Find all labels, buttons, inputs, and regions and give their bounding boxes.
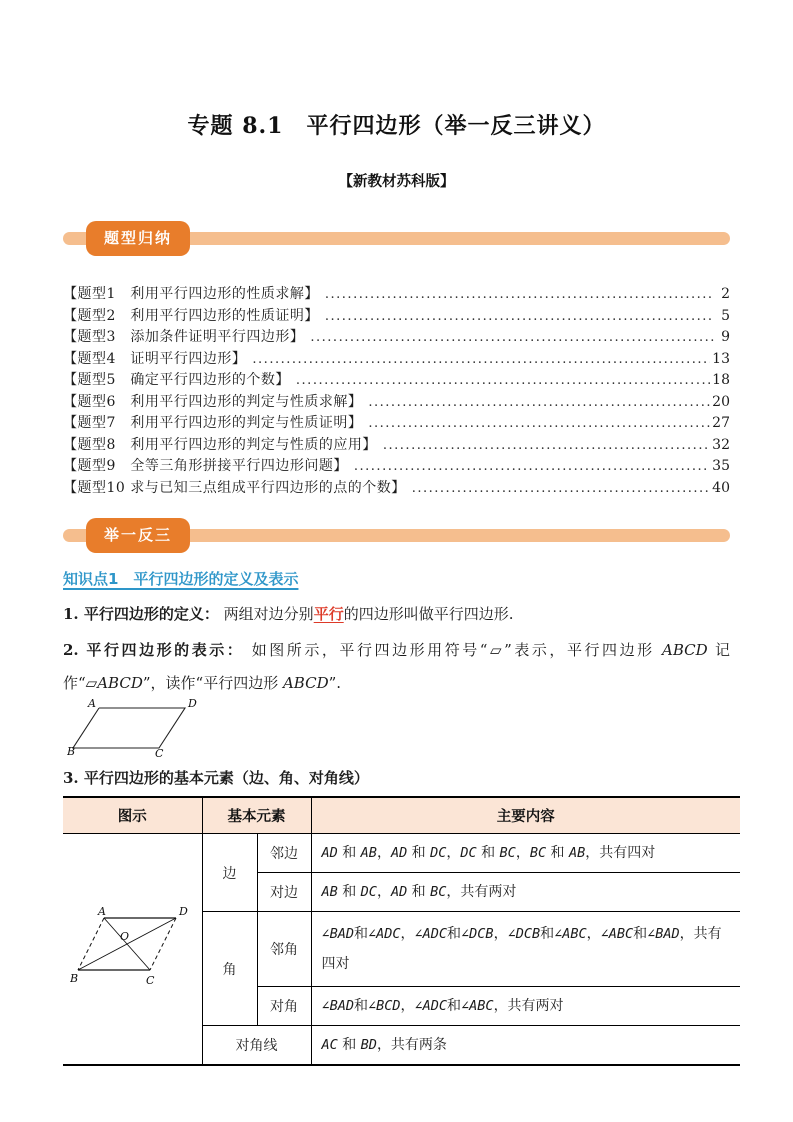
content-adjacent-sides: AD 和 AB，AD 和 DC，DC 和 BC，BC 和 AB，共有四对 bbox=[311, 834, 740, 873]
content-opposite-angles: ∠BAD和∠BCD，∠ADC和∠ABC，共有两对 bbox=[311, 987, 740, 1026]
toc-entry[interactable] bbox=[63, 412, 730, 434]
toc-entry[interactable] bbox=[63, 283, 730, 305]
header-figure: 图示 bbox=[63, 797, 202, 834]
toc-entry-label: 【题型5 确定平行四边形的个数】 bbox=[63, 372, 290, 388]
parallelogram-svg bbox=[67, 696, 217, 758]
toc-entry[interactable] bbox=[63, 369, 730, 391]
toc-entry-label: 【题型3 添加条件证明平行四边形】 bbox=[63, 329, 305, 345]
toc-page-number: 27 bbox=[712, 415, 730, 431]
toc-dot-leader bbox=[368, 415, 710, 431]
toc-dot-leader bbox=[296, 372, 710, 388]
content-adjacent-angles: ∠BAD和∠ADC，∠ADC和∠DCB，∠DCB和∠ABC，∠ABC和∠BAD，共有四对 bbox=[311, 912, 740, 987]
sub-cell-adjacent-angles: 邻角 bbox=[257, 912, 311, 987]
group-cell-side: 边 bbox=[202, 834, 257, 912]
notation-paragraph bbox=[63, 634, 730, 700]
vertex-label-b: B bbox=[67, 745, 76, 758]
definition-lead: 1. 平行四边形的定义： bbox=[63, 605, 219, 623]
center-label-o: O bbox=[119, 930, 129, 943]
table-row-adjacent-sides bbox=[63, 834, 740, 873]
toc-dot-leader bbox=[368, 394, 710, 410]
toc-page-number: 20 bbox=[712, 393, 730, 410]
notation-text: 如图所示，平行四边形用符号“▱”表示，平行四边形 ABCD 记作“▱ABCD”，读作“平行四边形 ABCD”. bbox=[63, 641, 730, 692]
knowledge-point-heading: 知识点1 平行四边形的定义及表示 bbox=[63, 570, 299, 588]
toc-entry-label: 【题型4 证明平行四边形】 bbox=[63, 350, 247, 367]
toc-dot-leader bbox=[383, 437, 710, 453]
vertex-label-a: A bbox=[88, 697, 96, 710]
toc-dot-leader bbox=[310, 329, 714, 345]
highlighted-term: 平行 bbox=[313, 605, 344, 623]
sub-cell-opposite-angles: 对角 bbox=[257, 987, 311, 1026]
toc-dot-leader bbox=[412, 480, 710, 496]
toc-dot-leader bbox=[325, 286, 714, 302]
toc-dot-leader bbox=[325, 308, 714, 324]
toc-entry-label: 【题型10 求与已知三点组成平行四边形的点的个数】 bbox=[63, 479, 406, 496]
practice-badge: 举一反三 bbox=[87, 519, 189, 552]
toc-entry[interactable] bbox=[63, 455, 730, 477]
toc-entry[interactable] bbox=[63, 348, 730, 370]
toc-entry-label: 【题型1 利用平行四边形的性质求解】 bbox=[63, 286, 319, 302]
toc-page-number: 2 bbox=[721, 286, 730, 302]
vertex-label-b: B bbox=[69, 972, 78, 985]
toc-entry-label: 【题型8 利用平行四边形的判定与性质的应用】 bbox=[63, 436, 377, 453]
toc-page-number: 32 bbox=[712, 436, 730, 453]
table-header-row bbox=[63, 797, 740, 834]
topic-summary-badge: 题型归纳 bbox=[87, 222, 189, 255]
sub-cell-adjacent-sides: 邻边 bbox=[257, 834, 311, 873]
vertex-label-a: A bbox=[97, 905, 106, 918]
parallelogram-figure bbox=[67, 696, 730, 758]
toc-entry[interactable] bbox=[63, 305, 730, 327]
toc-entry[interactable] bbox=[63, 326, 730, 348]
toc-page-number: 18 bbox=[712, 372, 730, 388]
content-opposite-sides: AB 和 DC，AD 和 BC，共有两对 bbox=[311, 873, 740, 912]
group-cell-diagonal: 对角线 bbox=[202, 1026, 311, 1066]
vertex-label-d: D bbox=[188, 697, 197, 710]
toc-dot-leader bbox=[354, 458, 710, 474]
toc-page-number: 35 bbox=[712, 458, 730, 474]
definition-text-before: 两组对边分别 bbox=[223, 605, 314, 623]
toc-entry-label: 【题型6 利用平行四边形的判定与性质求解】 bbox=[63, 393, 363, 410]
sub-cell-opposite-sides: 对边 bbox=[257, 873, 311, 912]
parallelogram-diagonals-svg bbox=[70, 904, 195, 990]
edition-subtitle: 【新教材苏科版】 bbox=[338, 173, 455, 190]
notation-lead: 2. 平行四边形的表示： bbox=[63, 641, 245, 659]
elements-title: 3. 平行四边形的基本元素（边、角、对角线） bbox=[63, 769, 369, 787]
header-content: 主要内容 bbox=[311, 797, 740, 834]
toc-entry[interactable] bbox=[63, 477, 730, 499]
vertex-label-c: C bbox=[145, 974, 155, 987]
toc-page-number: 13 bbox=[712, 350, 730, 367]
section-banner-practice bbox=[63, 519, 730, 552]
figure-cell bbox=[63, 834, 202, 1066]
toc-page-number: 9 bbox=[721, 329, 730, 345]
toc-entry[interactable] bbox=[63, 391, 730, 413]
definition-text-after: 的四边形叫做平行四边形. bbox=[343, 605, 514, 623]
vertex-label-c: C bbox=[155, 747, 164, 758]
vertex-label-d: D bbox=[178, 905, 188, 918]
toc-entry[interactable] bbox=[63, 434, 730, 456]
toc-page-number: 40 bbox=[712, 479, 730, 496]
section-banner-topic-summary bbox=[63, 222, 730, 255]
header-element: 基本元素 bbox=[202, 797, 311, 834]
toc-dot-leader bbox=[252, 351, 710, 367]
page-title: 专题 8.1 平行四边形（举一反三讲义） bbox=[187, 113, 606, 139]
toc-page-number: 5 bbox=[721, 307, 730, 324]
elements-table bbox=[63, 796, 740, 1066]
toc-entry-label: 【题型2 利用平行四边形的性质证明】 bbox=[63, 307, 319, 324]
toc-entry-label: 【题型7 利用平行四边形的判定与性质证明】 bbox=[63, 415, 363, 431]
definition-paragraph bbox=[63, 603, 730, 625]
group-cell-angle: 角 bbox=[202, 912, 257, 1026]
content-diagonals: AC 和 BD，共有两条 bbox=[311, 1026, 740, 1066]
table-of-contents bbox=[63, 283, 730, 498]
toc-entry-label: 【题型9 全等三角形拼接平行四边形问题】 bbox=[63, 458, 348, 474]
